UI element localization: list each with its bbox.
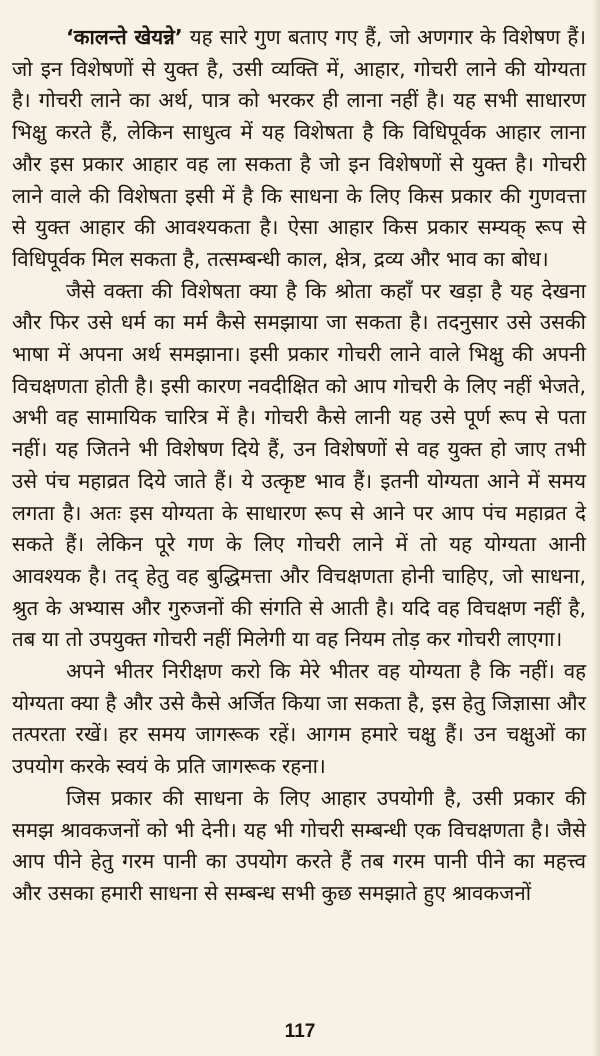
paragraph-1 (12, 22, 586, 276)
paragraph-3: अपने भीतर निरीक्षण करो कि मेरे भीतर वह योग्यता है कि नहीं। वह योग्यता क्या है और उसे कैसे अर्जित किया जा सकता है, इस हेतु जिज्ञासा और तत्परता रखें। हर समय जागरूक रहें। आगम हमारे चक्षु हैं। उन चक्षुओं का उपयोग करके स्वयं के प्रति जागरूक रहना। (12, 659, 586, 779)
paragraph-2: जैसे वक्ता की विशेषता क्या है कि श्रोता कहाँ पर खड़ा है यह देखना और फिर उसे धर्म का मर्म कैसे समझाया जा सकता है। तदनुसार उसे उसकी भाषा में अपना अर्थ समझाना। इसी प्रकार गोचरी लाने वाले भिक्षु की अपनी विचक्षणता होती है। इसी कारण नवदीक्षित को आप गोचरी के लिए नहीं भेजते, अभी वह सामायिक चारित्र में है। गोचरी कैसे लानी यह उसे पूर्ण रूप से पता नहीं। यह जितने भी विशेषण दिये हैं, उन विशेषणों से वह युक्त हो जाए तभी उसे पंच महाव्रत दिये जाते हैं। ये उत्कृष्ट भाव हैं। इतनी योग्यता आने में समय लगता है। अतः इस योग्यता के साधारण रूप से आने पर आप पंच महाव्रत दे सकते हैं। लेकिन पूरे गण के लिए गोचरी लाने में तो यह योग्यता आनी आवश्यक है। तद् हेतु वह बुद्धिमत्ता और विचक्षणता होनी चाहिए, जो साधना, श्रुत के अभ्यास और गुरुजनों की संगति से आती है। यदि वह विचक्षण नहीं है, तब या तो उपयुक्त गोचरी नहीं मिलेगी या वह नियम तोड़ कर गोचरी लाएगा। (12, 278, 586, 652)
page-number: 117 (284, 1021, 316, 1042)
paragraph-1-text: यह सारे गुण बताए गए हैं, जो अणगार के विशेषण हैं। जो इन विशेषणों से युक्त है, उसी व्यक्ति में, आहार, गोचरी लाने की योग्यता है। गोचरी लाने का अर्थ, पात्र को भरकर ही लाना नहीं है। यह सभी साधारण भिक्षु करते हैं, लेकिन साधुत्व में यह विशेषता है कि विधिपूर्वक आहार लाना और इस प्रकार आहार वह ला सकता है जो इन विशेषणों से युक्त है। गोचरी लाने वाले की विशेषता इसी में है कि साधना के लिए किस प्रकार की गुणवत्ता से युक्त आहार की आवश्यकता है। ऐसा आहार किस प्रकार सम्यक् रूप से विधिपूर्वक मिल सकता है, तत्सम्बन्धी काल, क्षेत्र, द्रव्य और भाव का बोध। (12, 25, 586, 271)
page-edge-shadow (592, 0, 600, 1056)
quoted-term: ‘कालन्ते खेयन्ने’ (66, 25, 183, 49)
paragraph-4: जिस प्रकार की साधना के लिए आहार उपयोगी है, उसी प्रकार की समझ श्रावकजनों को भी देनी। यह भी गोचरी सम्बन्धी एक विचक्षणता है। जैसे आप पीने हेतु गरम पानी का उपयोग करते हैं तब गरम पानी पीने का महत्त्व और उसका हमारी साधना से सम्बन्ध सभी कुछ समझाते हुए श्रावकजनों (12, 785, 586, 905)
